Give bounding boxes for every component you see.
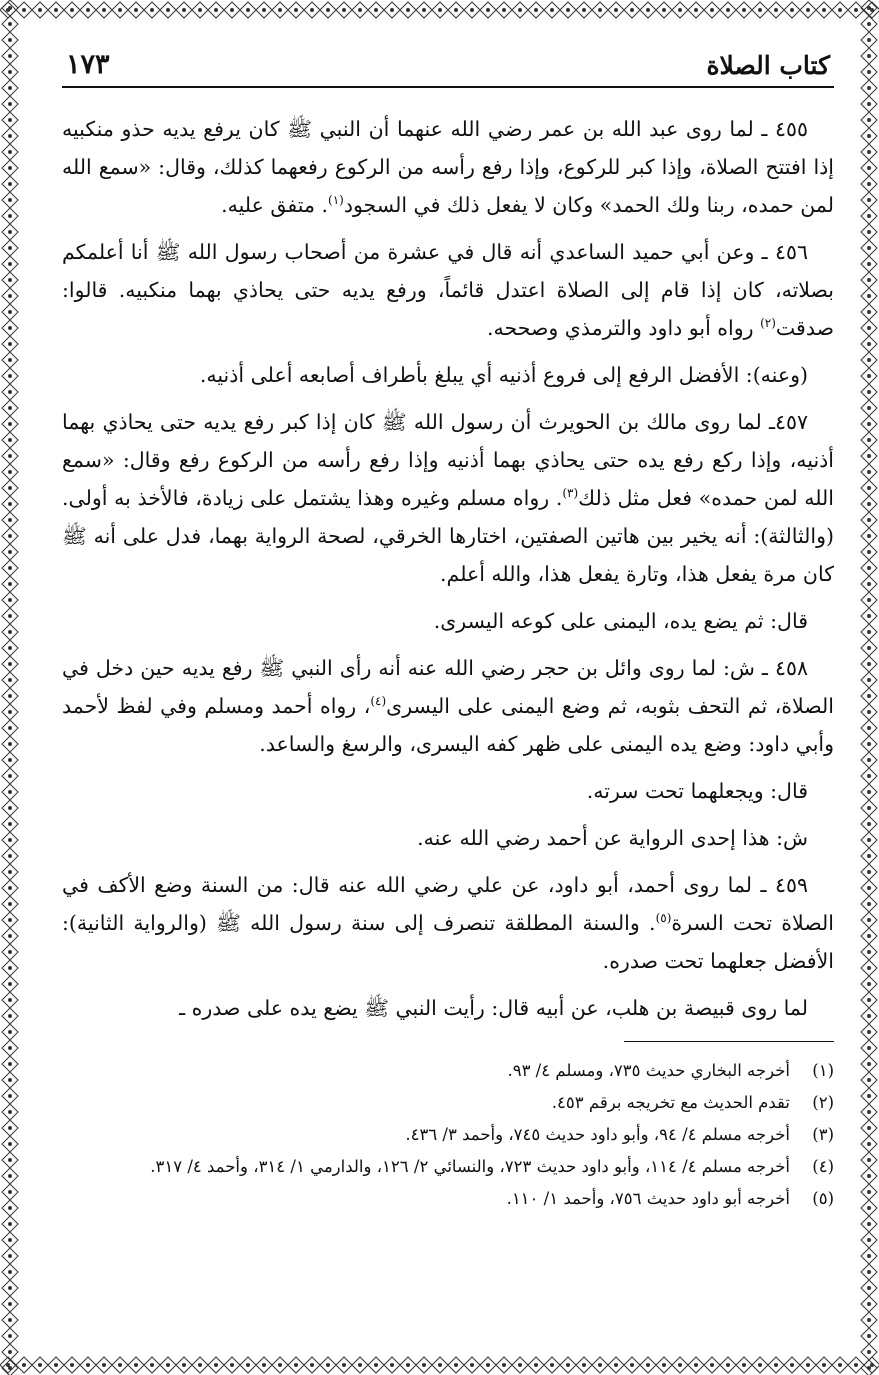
paragraph-matn: قال: ويجعلهما تحت سرته. xyxy=(586,779,808,803)
running-header xyxy=(62,40,834,88)
footnotes xyxy=(62,1056,834,1214)
footnote-ref: (٥) xyxy=(655,911,672,926)
paragraph-matn: قال: ثم يضع يده، اليمنى على كوعه اليسرى. xyxy=(433,609,808,633)
footnote-divider xyxy=(624,1041,834,1042)
footnote-number: (٥) xyxy=(812,1189,834,1208)
bottom-ornament-border xyxy=(0,1355,879,1375)
page-number: ١٧٣ xyxy=(66,49,110,80)
footnote xyxy=(62,1152,834,1182)
footnote-text: أخرجه أبو داود حديث ٧٥٦، وأحمد ١/ ١١٠. xyxy=(506,1189,790,1208)
paragraph-continued: لما روى قبيصة بن هلب، عن أبيه قال: رأيت النبي ﷺ يضع يده على صدره ـ xyxy=(179,996,808,1020)
paragraph-commentary: (وعنه): الأفضل الرفع إلى فروع أذنيه أي يبلغ بأطراف أصابعه أعلى أذنيه. xyxy=(199,363,808,387)
footnote-ref: (١) xyxy=(328,193,344,208)
book-title: كتاب الصلاة xyxy=(706,51,830,80)
footnote xyxy=(62,1088,834,1118)
footnote-number: (٣) xyxy=(812,1125,834,1144)
left-ornament-border xyxy=(0,0,20,1375)
footnote-ref: (٤) xyxy=(370,694,387,709)
footnote-number: (٤) xyxy=(812,1157,834,1176)
footnote-text: أخرجه مسلم ٤/ ١١٤، وأبو داود حديث ٧٢٣، والنسائي ٢/ ١٢٦، والدارمي ١/ ٣١٤، وأحمد ٤/ ٣١٧. xyxy=(150,1157,790,1176)
paragraph-457: ٤٥٧ـ لما روى مالك بن الحويرث أن رسول الله ﷺ كان إذا كبر رفع يديه حتى يحاذي بهما أذنيه، وإذا ركع رفع يده حتى يحاذي بهما أذنيه وإذا رفع رأسه من الركوع رفع وقال: «سمع الله لمن حمده» فعل مثل ذلك$^{(٣)}$. رواه مسلم وغيره وهذا يشتمل على زيادة، فالأخذ به أولى. (والثالثة): أنه يخير بين هاتين الصفتين، اختارها الخرقي، لصحة الرواية بهما، فدل على أنه ﷺ كان مرة يفعل هذا، وتارة يفعل هذا، والله أعلم. xyxy=(62,410,834,586)
footnote-ref: (٢) xyxy=(760,316,776,331)
top-ornament-border xyxy=(0,0,879,20)
right-ornament-border xyxy=(859,0,879,1375)
footnote-number: (٢) xyxy=(812,1093,834,1112)
footnote-text: أخرجه مسلم ٤/ ٩٤، وأبو داود حديث ٧٤٥، وأحمد ٣/ ٤٣٦. xyxy=(405,1125,790,1144)
paragraph-455: ٤٥٥ ـ لما روى عبد الله بن عمر رضي الله عنهما أن النبي ﷺ كان يرفع يديه حذو منكبيه إذا افتتح الصلاة، وإذا كبر للركوع، وإذا رفع رأسه من الركوع رفعهما كذلك، وقال: «سمع الله لمن حمده، ربنا ولك الحمد» وكان لا يفعل ذلك في السجود$^{(١)}$. متفق عليه. xyxy=(62,117,834,217)
footnote xyxy=(62,1056,834,1086)
book-page xyxy=(62,40,834,1340)
footnote xyxy=(62,1184,834,1214)
footnote-number: (١) xyxy=(812,1061,834,1080)
footnote-text: تقدم الحديث مع تخريجه برقم ٤٥٣. xyxy=(551,1093,790,1112)
footnote-ref: (٣) xyxy=(562,486,579,501)
paragraph-458: ٤٥٨ ـ ش: لما روى وائل بن حجر رضي الله عنه أنه رأى النبي ﷺ رفع يديه حين دخل في الصلاة، ثم التحف بثوبه، ثم وضع اليمنى على اليسرى$^{(٤)}$، رواه أحمد ومسلم وفي لفظ لأحمد وأبي داود: وضع يده اليمنى على ظهر كفه اليسرى، والرسغ والساعد. xyxy=(62,656,834,756)
main-text xyxy=(62,110,834,1027)
paragraph-459: ٤٥٩ ـ لما روى أحمد، أبو داود، عن علي رضي الله عنه قال: من السنة وضع الأكف في الصلاة تحت السرة$^{(٥)}$. والسنة المطلقة تنصرف إلى سنة رسول الله ﷺ (والرواية الثانية): الأفضل جعلهما تحت صدره. xyxy=(62,873,834,973)
footnote-text: أخرجه البخاري حديث ٧٣٥، ومسلم ٤/ ٩٣. xyxy=(507,1061,790,1080)
paragraph-456: ٤٥٦ ـ وعن أبي حميد الساعدي أنه قال في عشرة من أصحاب رسول الله ﷺ أنا أعلمكم بصلاته، كان إذا قام إلى الصلاة اعتدل قائماً، ورفع يديه حتى يحاذي بهما منكبيه. قالوا: صدقت$^{(٢)}$ رواه أبو داود والترمذي وصححه. xyxy=(62,240,834,340)
footnote xyxy=(62,1120,834,1150)
paragraph-sharh: ش: هذا إحدى الرواية عن أحمد رضي الله عنه. xyxy=(417,826,808,850)
